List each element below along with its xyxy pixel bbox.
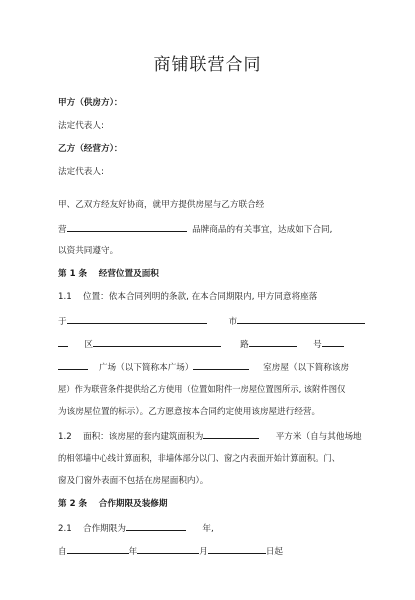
- clause-text: 自: [58, 547, 67, 557]
- clause-text: 市: [228, 317, 238, 327]
- clause-text: 年,: [202, 524, 214, 534]
- intro-line-2: [58, 222, 332, 236]
- clause-text: 平方米（自与其他场地: [275, 432, 362, 442]
- start-month-blank: [137, 544, 199, 554]
- intro-line-1: 甲、乙双方经友好协商，就甲方提供房屋与乙方联合经: [58, 200, 265, 210]
- clause-1-2-line-2: 的相邻墙中心线计算面积，非墙体部分以门、窗之内表面开始计算面积。门、: [58, 453, 341, 463]
- clause-text: 广场（以下简称本广场）: [98, 363, 194, 373]
- clause-1-1-line-3: [58, 337, 344, 351]
- clause-1-1-line-5: 屋）作为联营条件提供给乙方使用（位置如附件一房屋位置图所示, 该附件图仅: [58, 384, 346, 394]
- party-a-rep: 法定代表人:: [58, 121, 104, 131]
- city-blank: [237, 314, 365, 324]
- clause-text: 号: [313, 340, 322, 350]
- clause-text: 年: [128, 547, 138, 557]
- start-year-blank: [67, 544, 129, 554]
- plaza-blank: [58, 360, 88, 370]
- clause-text: 2.1 合作期限为: [58, 524, 126, 534]
- road-blank: [249, 337, 297, 347]
- clause-text: 月: [199, 547, 208, 557]
- clause-2-1-line-1: [58, 521, 214, 535]
- district-prefix-blank: [58, 337, 68, 347]
- clause-1-1-line-4: [58, 360, 349, 374]
- area-blank: [203, 429, 259, 439]
- clause-text: 1.2 面积：该房屋的套内建筑面积为: [58, 432, 204, 442]
- clause-text: 室房屋（以下简称该房: [263, 363, 350, 373]
- clause-1-2-line-1: [58, 429, 362, 443]
- intro-text: 品牌商品的有关事宜，达成如下合同,: [192, 225, 333, 235]
- province-blank: [67, 314, 207, 324]
- party-a-label: 甲方（供房方）：: [58, 98, 123, 108]
- clause-2-1-line-2: [58, 544, 283, 558]
- room-blank: [193, 360, 249, 370]
- intro-text: 营: [58, 225, 67, 235]
- clause-text: 日起: [265, 547, 284, 557]
- clause-1-2-line-3: 窗及门窗外表面不包括在房屋面积内）。: [58, 476, 209, 486]
- number-blank: [322, 337, 344, 347]
- article-1-heading: 第 1 条 经营位置及面积: [58, 269, 159, 279]
- clause-text: 路: [240, 340, 249, 350]
- party-b-label: 乙方（经营方）：: [58, 144, 123, 154]
- brand-blank: [67, 222, 187, 232]
- intro-line-3: 以资共同遵守。: [58, 246, 119, 256]
- clause-1-1-line-1: 1.1 位置：依本合同列明的条款, 在本合同期限内, 甲方同意将座落: [58, 292, 318, 302]
- district-blank: [93, 337, 221, 347]
- document-title: 商铺联营合同: [153, 55, 262, 75]
- clause-1-1-line-2: [58, 314, 365, 328]
- term-years-blank: [126, 521, 186, 531]
- start-day-blank: [208, 544, 266, 554]
- party-b-rep: 法定代表人:: [58, 167, 104, 177]
- article-2-heading: 第 2 条 合作期限及装修期: [58, 499, 168, 509]
- clause-text: 区: [84, 340, 93, 350]
- clause-text: 于: [58, 317, 67, 327]
- clause-1-1-line-6: 为该房屋位置的标示）。乙方愿意按本合同约定使用该房屋进行经营。: [58, 407, 321, 417]
